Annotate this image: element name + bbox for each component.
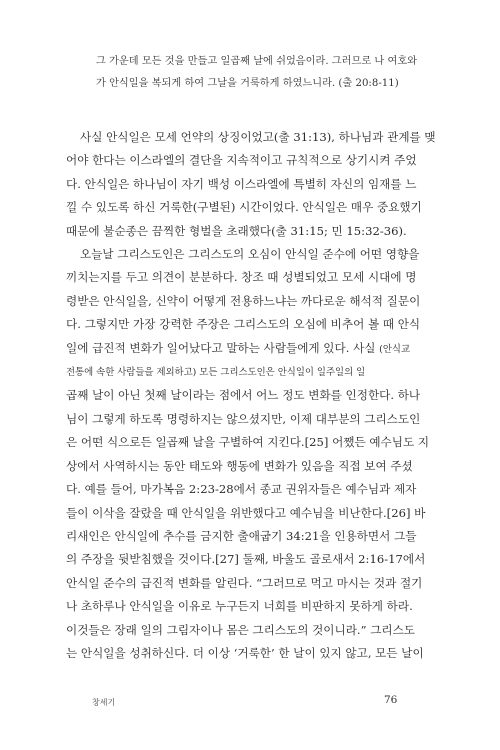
paragraph-2-line: 나 초하루나 안식일을 이유로 누구든지 너희를 비판하지 못하게 하라. — [66, 599, 413, 614]
paragraph-2-line: 안식일 준수의 급진적 변화를 알린다. “그러므로 먹고 마시는 것과 절기 — [66, 575, 423, 590]
paragraph-1-line: 어야 한다는 이스라엘의 결단을 지속적이고 규칙적으로 상기시켜 주었 — [66, 153, 417, 168]
paragraph-2-line: 은 어떤 식으로든 일곱째 날을 구별하여 지킨다.[25] 어쨌든 예수님도 지 — [66, 435, 430, 450]
paragraph-2-line: 끼치는지를 두고 의견이 분분하다. 창조 때 성별되었고 모세 시대에 명 — [66, 270, 417, 285]
paragraph-2-line: 이것들은 장래 일의 그림자이나 몸은 그리스도의 것이니라.” 그리스도 — [66, 622, 415, 637]
parenthetical-aside: (안식교 — [379, 343, 410, 355]
paragraph-1-line: 사실 안식일은 모세 언약의 상징이었고(출 31:13), 하나님과 관계를 맺 — [80, 130, 436, 144]
paragraph-1-line: 때문에 불순종은 끔찍한 형벌을 초래했다(출 31:15; 민 15:32-36). — [66, 223, 407, 238]
paragraph-2-line: 다. 예를 들어, 마가복음 2:23-28에서 종교 권위자들은 예수님과 제자 — [66, 482, 417, 497]
paragraph-2-line: 님이 그렇게 하도록 명령하지는 않으셨지만, 이제 대부분의 그리스도인 — [66, 411, 421, 426]
paragraph-2-line: 다. 그렇지만 가장 강력한 주장은 그리스도의 오심에 비추어 볼 때 안식 — [66, 317, 421, 332]
page-number: 76 — [384, 694, 398, 706]
paragraph-2-line: 의 주장을 뒷받침했을 것이다.[27] 둘째, 바울도 골로새서 2:16-17에서 — [66, 552, 426, 567]
block-quote — [96, 51, 441, 95]
paragraph-2-line: 는 안식일을 성취하신다. 더 이상 ‘거룩한’ 한 날이 있지 않고, 모든 날이 — [66, 645, 424, 660]
paragraph-2-line: 전통에 속한 사람들을 제외하고) 모든 그리스도인은 안식일이 일주일의 일 — [66, 367, 366, 379]
paragraph-2-line-with-aside — [66, 337, 434, 361]
paragraph-2-line: 령받은 안식일을, 신약이 어떻게 전용하느냐는 까다로운 해석적 질문이 — [66, 293, 421, 308]
paragraph-2-line: 일에 급진적 변화가 일어났다고 말하는 사람들에게 있다. 사실 — [66, 340, 380, 355]
body-text — [66, 126, 434, 665]
running-footer-title: 창세기 — [92, 698, 116, 707]
paragraph-2-line: 상에서 사역하시는 동안 태도와 행동에 변화가 있음을 직접 보여 주셨 — [66, 458, 413, 473]
quote-line: 그 가운데 모든 것을 만들고 일곱째 날에 쉬었음이라. 그러므로 나 여호와 — [96, 56, 418, 67]
paragraph-1-line: 낄 수 있도록 하신 거룩한(구별된) 시간이었다. 안식일은 매우 중요했기 — [66, 200, 422, 215]
paragraph-1-line: 다. 안식일은 하나님이 자기 백성 이스라엘에 특별히 자신의 임재를 느 — [66, 176, 417, 191]
paragraph-2-line: 들이 이삭을 잘랐을 때 안식일을 위반했다고 예수님을 비난한다.[26] 바 — [66, 505, 426, 520]
paragraph-2-line: 오늘날 그리스도인은 그리스도의 오심이 안식일 준수에 어떤 영향을 — [80, 247, 420, 262]
quote-line: 가 안식일을 복되게 하여 그날을 거룩하게 하였느니라. (출 20:8-11) — [96, 78, 399, 89]
paragraph-2-line: 리새인은 안식일에 추수를 금지한 출애굽기 34:21을 인용하면서 그들 — [66, 528, 417, 543]
paragraph-2-line: 곱째 날이 아닌 첫째 날이라는 점에서 어느 정도 변화를 인정한다. 하나 — [66, 388, 421, 403]
